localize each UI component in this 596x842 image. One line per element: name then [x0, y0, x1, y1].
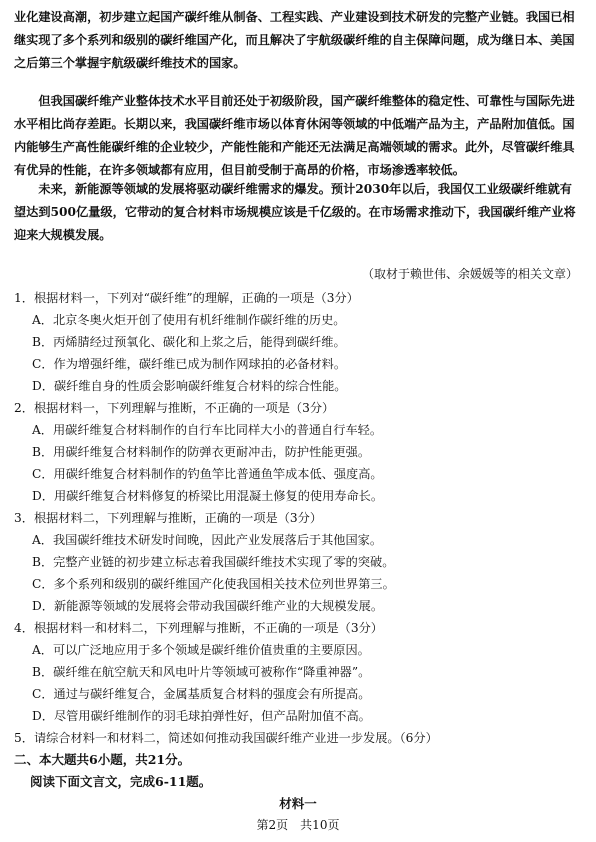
page-footer: 第2页 共10页: [256, 818, 340, 832]
question-1-option-c: C．作为增强纤维，碳纤维已成为制作网球拍的必备材料。: [32, 357, 347, 371]
question-3-stem: 3．根据材料二，下列理解与推断，正确的一项是（3分）: [14, 511, 323, 525]
question-2-option-b: B．用碳纤维复合材料制作的防弹衣更耐冲击，防护性能更强。: [32, 445, 371, 459]
question-1-stem: 1．根据材料一，下列对“碳纤维”的理解，正确的一项是（3分）: [14, 291, 359, 305]
question-2-option-d: D．用碳纤维复合材料修复的桥梁比用混凝土修复的使用寿命长。: [32, 489, 384, 503]
question-4-option-b: B．碳纤维在航空航天和风电叶片等领域可被称作“降重神器”。: [32, 665, 371, 679]
passage-source: （取材于赖世伟、余媛媛等的相关文章）: [361, 267, 578, 281]
question-1-option-d: D．碳纤维自身的性质会影响碳纤维复合材料的综合性能。: [32, 379, 347, 393]
section-2-title: 二、本大题共6小题，共21分。: [14, 752, 191, 767]
question-3-option-d: D．新能源等领域的发展将会带动我国碳纤维产业的大规模发展。: [32, 599, 384, 613]
question-4-stem: 4．根据材料一和材料二，下列理解与推断，不正确的一项是（3分）: [14, 621, 383, 635]
passage-paragraph-3: 未来，新能源等领域的发展将驱动碳纤维需求的爆发。预计2030年以后，我国仅工业级碳纤维就有望达到500亿量级，它带动的复合材料市场规模应该是千亿级的。在市场需求推动下，我国碳纤维产业将迎来大规模发展。: [14, 182, 576, 242]
question-2-option-c: C．用碳纤维复合材料制作的钓鱼竿比普通鱼竿成本低、强度高。: [32, 467, 383, 481]
question-1-option-b: B．丙烯腈经过预氧化、碳化和上浆之后，能得到碳纤维。: [32, 335, 346, 349]
question-3-option-b: B．完整产业链的初步建立标志着我国碳纤维技术实现了零的突破。: [32, 555, 395, 569]
question-2-stem: 2．根据材料一，下列理解与推断，不正确的一项是（3分）: [14, 401, 335, 415]
material-one-title: 材料一: [279, 796, 317, 811]
question-5-stem: 5．请综合材料一和材料二，简述如何推动我国碳纤维产业进一步发展。（6分）: [14, 731, 438, 745]
question-4-option-d: D．尽管用碳纤维制作的羽毛球拍弹性好，但产品附加值不高。: [32, 709, 371, 723]
question-4-option-c: C．通过与碳纤维复合，金属基质复合材料的强度会有所提高。: [32, 687, 371, 701]
question-3-option-c: C．多个系列和级别的碳纤维国产化使我国相关技术位列世界第三。: [32, 577, 395, 591]
passage-paragraph-2: 但我国碳纤维产业整体技术水平目前还处于初级阶段，国产碳纤维整体的稳定性、可靠性与国际先进水平相比尚存差距。长期以来，我国碳纤维市场以体育休闲等领域的中低端产品为主，产品附加值低。国内能够生产高性能碳纤维的企业较少，产能性能和产能还无法满足高端领域的需求。此外，尽管碳纤维具有优异的性能，在许多领域都有应用，但目前受制于高昂的价格，市场渗透率较低。: [14, 94, 575, 177]
section-2-instruction: 阅读下面文言文，完成6-11题。: [30, 774, 212, 789]
question-3-option-a: A．我国碳纤维技术研发时间晚，因此产业发展落后于其他国家。: [32, 533, 383, 547]
question-2-option-a: A．用碳纤维复合材料制作的自行车比同样大小的普通自行车轻。: [32, 423, 383, 437]
question-4-option-a: A．可以广泛地应用于多个领域是碳纤维价值贵重的主要原因。: [32, 643, 370, 657]
passage-paragraph-1: 业化建设高潮，初步建立起国产碳纤维从制备、工程实践、产业建设到技术研发的完整产业链。我国已相继实现了多个系列和级别的碳纤维国产化，而且解决了宇航级碳纤维的自主保障问题，成为继日本、美国之后第三个掌握宇航级碳纤维技术的国家。: [14, 10, 575, 70]
question-1-option-a: A．北京冬奥火炬开创了使用有机纤维制作碳纤维的历史。: [32, 313, 346, 327]
